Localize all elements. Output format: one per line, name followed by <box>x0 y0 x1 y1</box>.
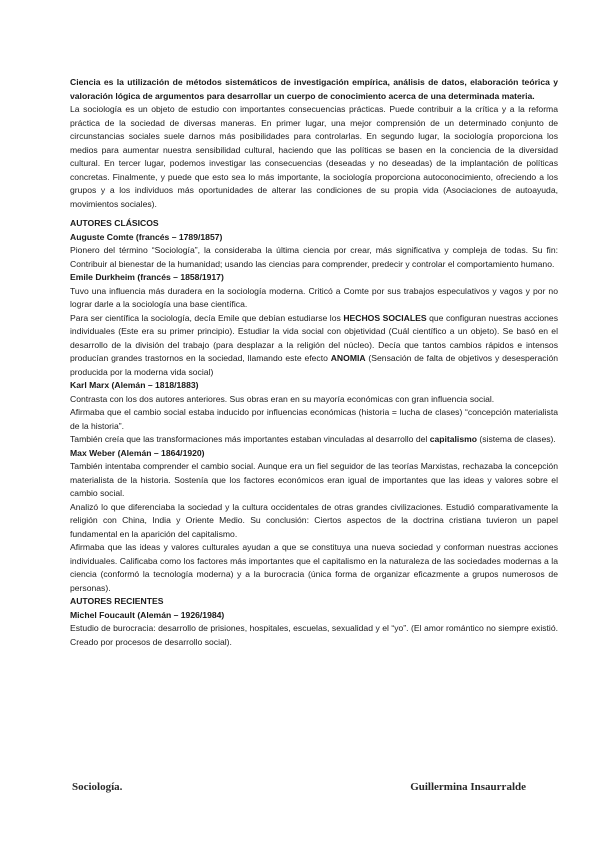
durkheim-paragraph-2 <box>70 312 558 380</box>
recent-heading: AUTORES RECIENTES <box>70 596 164 606</box>
foucault-heading: Michel Foucault (Alemán – 1926/1984) <box>70 609 225 620</box>
weber-paragraph-3: Afirmaba que las ideas y valores culturales ayudan a que se constituya una nueva sociedad y conforman nuestras acciones individuales. Calificaba como los factores más importantes que el capitalismo en la naturaleza de las sociedades modernas a la ciencia (conformó la tecnología moderna) y a la burocracia (única forma de organizar eficazmente a grupos numerosos de personas). <box>70 542 558 593</box>
durkheim-text-a: Para ser científica la sociología, decía Emile que debían estudiarse los <box>70 312 344 323</box>
footer-subject: Sociología. <box>72 781 123 793</box>
classics-heading: AUTORES CLÁSICOS <box>70 218 159 228</box>
weber-heading: Max Weber (Alemán – 1864/1920) <box>70 447 205 458</box>
marx-paragraph-3 <box>70 433 558 447</box>
durkheim-paragraph-1: Tuvo una influencia más duradera en la sociología moderna. Criticó a Comte por sus trabajos especulativos y vagos y por no lograr darle a la sociología una base científica. <box>70 285 558 309</box>
anomia-term: ANOMIA <box>330 353 366 363</box>
comte-heading: Auguste Comte (francés – 1789/1857) <box>70 231 223 242</box>
marx-text-b: (sistema de clases). <box>477 434 556 444</box>
marx-heading: Karl Marx (Alemán – 1818/1883) <box>70 380 199 390</box>
marx-paragraph-2: Afirmaba que el cambio social estaba inducido por influencias económicas (historia = lucha de clases) “concepción materialista de la historia”. <box>70 407 558 431</box>
weber-paragraph-1: También intentaba comprender el cambio social. Aunque era un fiel seguidor de las teorías Marxistas, rechazaba la concepción materialista de la historia. Sostenía que los factores económicos eran igual de importantes que las ideas y valores sobre el cambio social. <box>70 461 558 498</box>
marx-paragraph-1: Contrasta con los dos autores anteriores. Sus obras eran en su mayoría económicas con gran influencia social. <box>70 393 495 404</box>
document-body <box>70 76 558 649</box>
durkheim-text-b: que configuran nuestras acciones individuales (Este era su primer principio). Estudiar la vida social con objetividad (Cuál científico a un objeto). Se basó en el desarrollo de la división del trabajo (para desplazar a la religión del núcleo). Decía que tantos cambios rápidos e intensos producían grandes trastornos en la sociedad, llamando este efecto <box>70 312 559 363</box>
durkheim-text-c: (Sensación de falta de objetivos y desesperación producida por la moderna vida social) <box>70 353 558 377</box>
hechos-sociales-term: HECHOS SOCIALES <box>343 312 427 323</box>
marx-text-a: También creía que las transformaciones más importantes estaban vinculadas al desarrollo del <box>70 434 430 444</box>
comte-paragraph: Pionero del término “Sociología”, la consideraba la última ciencia por crear, más significativa y compleja de todas. Su fin: Contribuir al bienestar de la humanidad; usando las ciencias para comprender, predecir y controlar el comportamiento humano. <box>70 245 558 269</box>
durkheim-heading: Emile Durkheim (francés – 1858/1917) <box>70 272 224 282</box>
page-footer <box>72 781 526 793</box>
intro-paragraph: Ciencia es la utilización de métodos sistemáticos de investigación empírica, análisis de datos, elaboración teórica y valoración lógica de argumentos para desarrollar un cuerpo de conocimiento acerca de una determinada materia. <box>70 77 558 101</box>
weber-paragraph-2: Analizó lo que diferenciaba la sociedad y la cultura occidentales de otras grandes civilizaciones. Estudió comparativamente la religión con China, India y Oriente Medio. Su conclusión: Ciertos aspectos de la doctrina cristiana tuvieron un papel fundamental en la aparición del capitalismo. <box>70 501 558 539</box>
footer-author: Guillermina Insaurralde <box>410 781 526 793</box>
foucault-paragraph: Estudio de burocracia: desarrollo de prisiones, hospitales, escuelas, sexualidad y el “yo”. (El amor romántico no siempre existió. Creado por procesos de desarrollo social). <box>70 623 558 647</box>
sociology-paragraph: La sociología es un objeto de estudio con importantes consecuencias prácticas. Puede contribuir a la crítica y a la reforma práctica de la sociedad de diversas maneras. En primer lugar, una mejor comprensión de un determinado conjunto de circunstancias sociales suele darnos más posibilidades para controlarlas. En segundo lugar, la sociología proporciona los medios para aumentar nuestra sensibilidad cultural, haciendo que las políticas se basen en la conciencia de la diversidad cultural. En tercer lugar, podemos investigar las consecuencias (deseadas y no deseadas) de la implantación de políticas concretas. Finalmente, y puede que esto sea lo más importante, la sociología proporciona autoconocimiento, ofreciendo a los grupos y a los individuos más oportunidades de alterar las condiciones de su propia vida (Asociaciones de autoayuda, movimientos sociales). <box>70 104 558 209</box>
capitalismo-term: capitalismo <box>429 434 477 444</box>
